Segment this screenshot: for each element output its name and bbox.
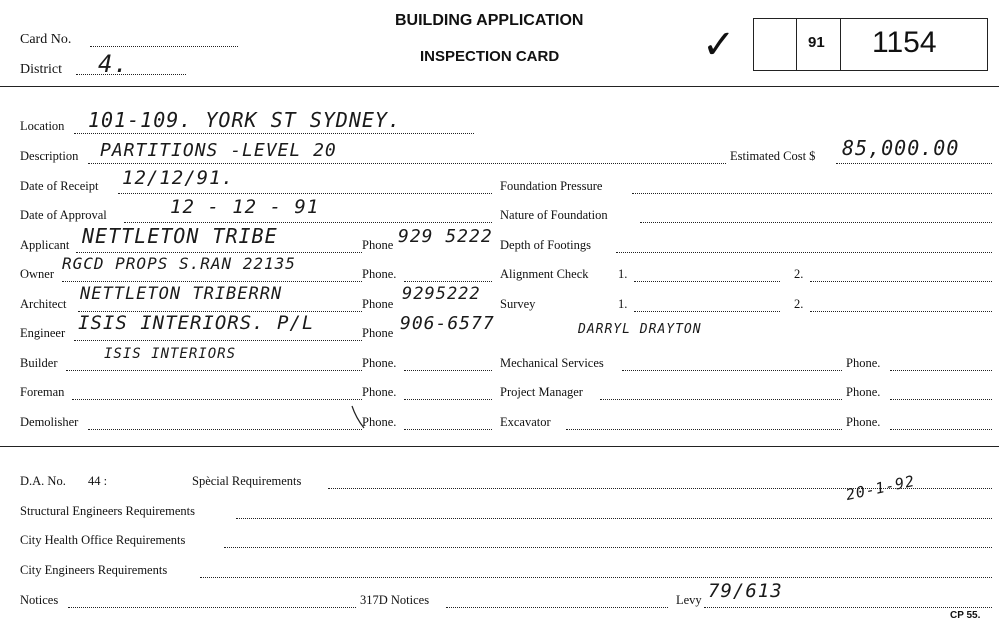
- engineer-contact-note: DARRYL DRAYTON: [578, 322, 702, 337]
- card-no-line: [90, 46, 238, 47]
- title-line-2: INSPECTION CARD: [420, 48, 560, 65]
- nature-foundation-label: Nature of Foundation: [500, 208, 608, 222]
- engineer-value: ISIS INTERIORS. P/L: [78, 312, 315, 334]
- demolisher-label: Demolisher: [20, 415, 79, 429]
- structural-date: 20-1-92: [844, 471, 917, 504]
- depth-footings-label: Depth of Footings: [500, 238, 591, 252]
- date-receipt-value: 12/12/91.: [122, 167, 234, 189]
- applicant-phone-label: Phone: [362, 238, 394, 252]
- alignment-check-label: Alignment Check: [500, 267, 589, 281]
- notices-label: Notices: [20, 593, 59, 607]
- box-number: 1154: [872, 26, 937, 59]
- district-line: [76, 74, 186, 75]
- excavator-label: Excavator: [500, 415, 551, 429]
- architect-value: NETTLETON TRIBERRN: [80, 284, 283, 304]
- applicant-value: NETTLETON TRIBE: [82, 224, 278, 248]
- applicant-label: Applicant: [20, 238, 70, 252]
- structural-label: Structural Engineers Requirements: [20, 504, 195, 518]
- special-requirements-label: Spècial Requirements: [192, 474, 302, 488]
- district-value: 4.: [98, 50, 129, 78]
- card-no-label: Card No.: [20, 32, 72, 47]
- title-line-1: BUILDING APPLICATION: [395, 12, 584, 29]
- engineer-phone-label: Phone: [362, 326, 394, 340]
- owner-value: RGCD PROPS S.RAN 22135: [62, 254, 296, 273]
- location-value: 101-109. YORK ST SYDNEY.: [88, 108, 401, 132]
- estimated-cost-label: Estimated Cost $: [730, 149, 816, 163]
- box-prefix: 91: [808, 34, 825, 51]
- survey-2: 2.: [794, 297, 804, 311]
- applicant-phone-value: 929 5222: [398, 226, 493, 247]
- architect-label: Architect: [20, 297, 67, 311]
- architect-phone-value: 9295222: [402, 284, 481, 304]
- mechanical-services-label: Mechanical Services: [500, 356, 604, 370]
- da-no-value: 44 :: [88, 474, 108, 488]
- pen-stroke-mark: [350, 404, 366, 430]
- builder-value: ISIS INTERIORS: [104, 346, 237, 362]
- card-number-box: [753, 18, 988, 71]
- foreman-label: Foreman: [20, 385, 65, 399]
- architect-phone-label: Phone: [362, 297, 394, 311]
- builder-phone-label: Phone.: [362, 356, 397, 370]
- alignment-check-2: 2.: [794, 267, 804, 281]
- city-engineers-label: City Engineers Requirements: [20, 563, 168, 577]
- demolisher-phone-label: Phone.: [362, 415, 397, 429]
- header-divider: [0, 86, 999, 87]
- estimated-cost-value: 85,000.00: [842, 136, 960, 160]
- health-label: City Health Office Requirements: [20, 533, 186, 547]
- notices-317d-label: 317D Notices: [360, 593, 430, 607]
- engineer-label: Engineer: [20, 326, 66, 340]
- survey-1: 1.: [618, 297, 628, 311]
- project-manager-label: Project Manager: [500, 385, 583, 399]
- date-approval-label: Date of Approval: [20, 208, 107, 222]
- engineer-phone-value: 906-6577: [400, 313, 495, 334]
- da-no-label: D.A. No.: [20, 474, 66, 488]
- survey-label: Survey: [500, 297, 536, 311]
- project-manager-phone-label: Phone.: [846, 385, 881, 399]
- foundation-pressure-label: Foundation Pressure: [500, 179, 603, 193]
- owner-label: Owner: [20, 267, 55, 281]
- date-approval-value: 12 - 12 - 91: [170, 196, 320, 218]
- date-receipt-label: Date of Receipt: [20, 179, 99, 193]
- description-label: Description: [20, 149, 79, 163]
- owner-phone-label: Phone.: [362, 267, 397, 281]
- mechanical-phone-label: Phone.: [846, 356, 881, 370]
- description-value: PARTITIONS -LEVEL 20: [100, 140, 337, 161]
- location-label: Location: [20, 119, 65, 133]
- foreman-phone-label: Phone.: [362, 385, 397, 399]
- levy-label: Levy: [676, 593, 702, 607]
- builder-label: Builder: [20, 356, 58, 370]
- alignment-check-1: 1.: [618, 267, 628, 281]
- form-code: CP 55.: [950, 610, 981, 621]
- levy-value: 79/613: [708, 580, 783, 602]
- excavator-phone-label: Phone.: [846, 415, 881, 429]
- checkmark-icon: ✓: [702, 22, 736, 68]
- district-label: District: [20, 62, 62, 77]
- section-divider: [0, 446, 999, 447]
